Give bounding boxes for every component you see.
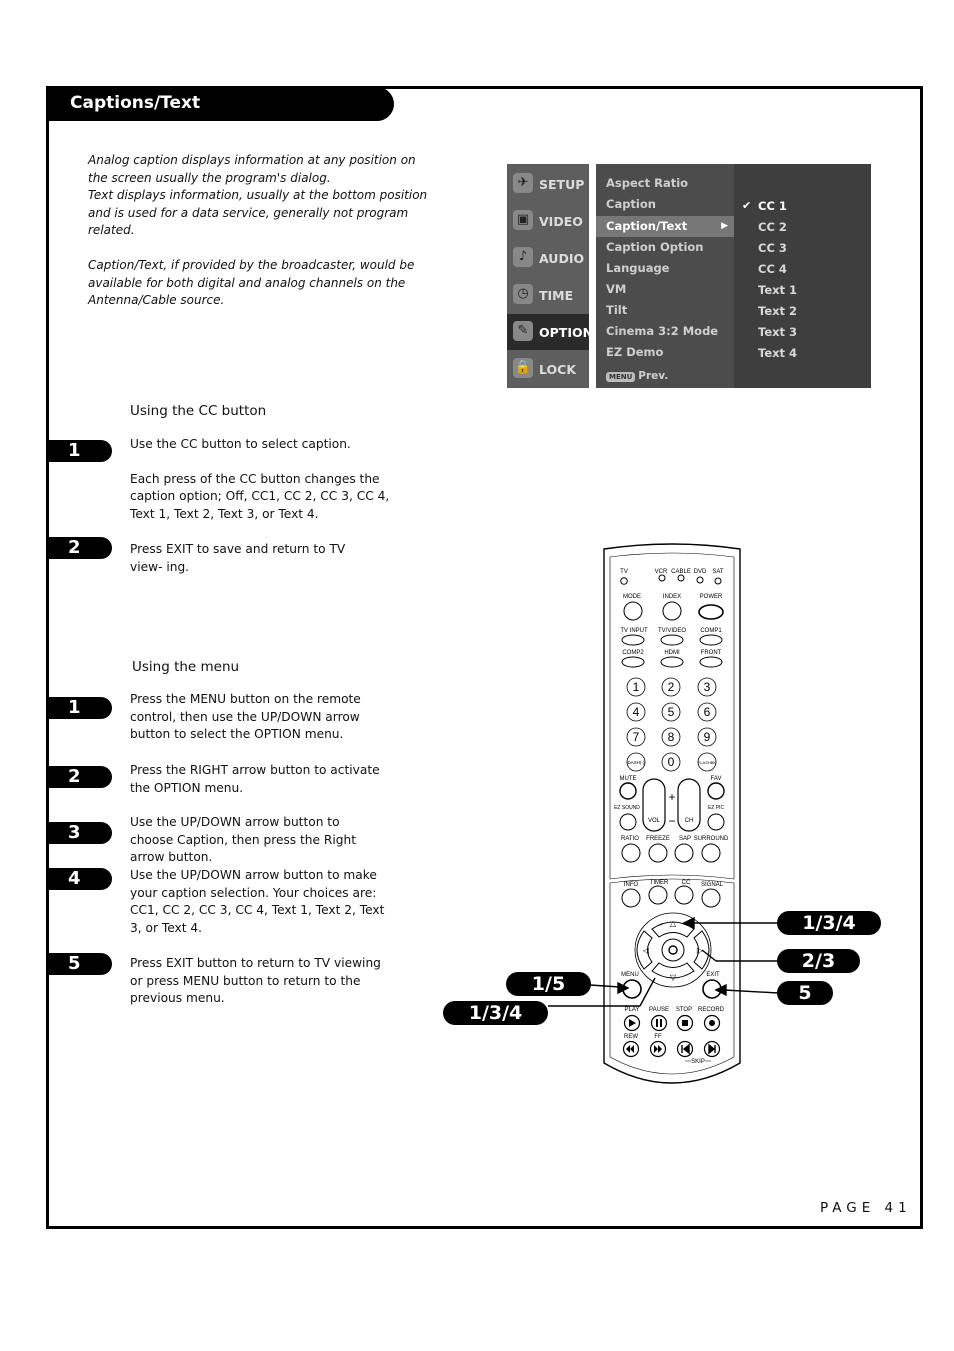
remote-label-front: FRONT bbox=[700, 650, 722, 656]
remote-label-skip: SKIP bbox=[691, 1059, 705, 1065]
menu-key-icon: MENU bbox=[606, 372, 635, 382]
menu-step-1-text: Press the MENU button on the remote control, then use the UP/DOWN arrow button to select the OPTION menu. bbox=[130, 692, 361, 742]
tv-icon: ▣ bbox=[513, 210, 533, 230]
osd-opt-cc3: CC 3 bbox=[758, 241, 787, 255]
osd-opt-cc2: CC 2 bbox=[758, 220, 787, 234]
menu-step-4-text: Use the UP/DOWN arrow button to make your caption selection. Your choices are: CC1, CC 2, CC 3, CC 4, Text 1, Text 2, Text 3, or Text 4. bbox=[130, 868, 385, 935]
speaker-icon: ♪ bbox=[513, 247, 533, 267]
remote-label-comp2: COMP2 bbox=[622, 650, 644, 656]
remote-label-tv: TV bbox=[620, 569, 628, 575]
osd-caption-option: Caption Option bbox=[606, 240, 704, 254]
page-number: PAGE 41 bbox=[820, 1200, 912, 1216]
remote-label-record: RECORD bbox=[697, 1007, 725, 1013]
remote-label-rew: REW bbox=[624, 1034, 638, 1040]
remote-label-info: INFO bbox=[623, 882, 639, 888]
remote-dash: DASH(-) bbox=[627, 760, 645, 765]
remote-label-tv-video: TV/VIDEO bbox=[657, 628, 687, 634]
arrow-right-icon: ▶ bbox=[721, 221, 728, 231]
menu-step-2-text: Press the RIGHT arrow button to activate the OPTION menu. bbox=[130, 763, 380, 795]
callout-1-3-4-right: 1/3/4 bbox=[777, 911, 881, 935]
wrench-icon: ✎ bbox=[513, 321, 533, 341]
osd-opt-text4: Text 4 bbox=[758, 346, 798, 360]
checkmark-icon: ✔ bbox=[742, 199, 752, 212]
osd-ez-demo: EZ Demo bbox=[606, 345, 664, 359]
remote-digit-2: 2 bbox=[667, 680, 675, 694]
remote-digit-6: 6 bbox=[703, 705, 711, 719]
osd-aspect-ratio: Aspect Ratio bbox=[606, 176, 689, 190]
cc-step-1-text: Use the CC button to select caption. Each press of the CC button changes the caption option; Off, CC1, CC 2, CC 3, CC 4, Text 1, Text 2, Text 3, or Text 4. bbox=[130, 437, 390, 521]
intro-para-1: Analog caption displays information at any position on the screen usually the program's dialog. bbox=[88, 153, 416, 185]
remote-label-mute: MUTE bbox=[619, 776, 637, 782]
remote-label-sap: SAP bbox=[678, 836, 692, 842]
remote-digit-3: 3 bbox=[703, 680, 711, 694]
remote-label-sat: SAT bbox=[712, 569, 724, 575]
menu-step-2-number: 2 bbox=[46, 766, 112, 788]
remote-label-cc: CC bbox=[681, 880, 691, 886]
remote-label-ezpic: EZ PIC bbox=[707, 805, 725, 811]
callout-5: 5 bbox=[777, 981, 833, 1005]
remote-digit-7: 7 bbox=[632, 730, 640, 744]
osd-opt-cc4: CC 4 bbox=[758, 262, 787, 276]
osd-caption: Caption bbox=[606, 197, 656, 211]
osd-prev: MENU Prev. bbox=[596, 366, 734, 387]
remote-label-comp1: COMP1 bbox=[700, 628, 722, 634]
cc-step-2-text: Press EXIT to save and return to TV view- ing. bbox=[130, 542, 346, 574]
remote-label-index: INDEX bbox=[662, 594, 682, 600]
osd-vm: VM bbox=[606, 282, 627, 296]
svg-text:▷: ▷ bbox=[696, 946, 704, 955]
remote-label-dvd: DVD bbox=[693, 569, 707, 575]
lock-icon: 🔒 bbox=[513, 358, 533, 378]
osd-opt-text1: Text 1 bbox=[758, 283, 798, 297]
osd-tilt: Tilt bbox=[606, 303, 628, 317]
svg-text:▽: ▽ bbox=[669, 973, 677, 982]
remote-label-exit: EXIT bbox=[706, 972, 720, 978]
clock-icon: ◷ bbox=[513, 284, 533, 304]
remote-label-pause: PAUSE bbox=[649, 1007, 669, 1013]
remote-label-ratio: RATIO bbox=[621, 836, 639, 842]
cc-step-1-number: 1 bbox=[46, 440, 112, 462]
svg-text:+: + bbox=[668, 790, 676, 804]
osd-lock: 🔒 LOCK bbox=[514, 360, 577, 377]
osd-opt-text3: Text 3 bbox=[758, 325, 798, 339]
remote-label-power: POWER bbox=[699, 594, 723, 600]
remote-label-timer: TIMER bbox=[649, 880, 669, 886]
cc-section-heading: Using the CC button bbox=[130, 403, 267, 419]
remote-digit-0: 0 bbox=[667, 755, 675, 769]
menu-step-1-number: 1 bbox=[46, 697, 112, 719]
osd-option: ✎ OPTION bbox=[507, 314, 589, 350]
remote-label-freeze: FREEZE bbox=[646, 836, 670, 842]
remote-label-play: PLAY bbox=[624, 1007, 640, 1013]
menu-section-heading: Using the menu bbox=[132, 659, 240, 675]
remote-label-cable: CABLE bbox=[671, 569, 691, 575]
satellite-icon: ✈ bbox=[513, 173, 533, 193]
section-title: Captions/Text bbox=[46, 87, 394, 121]
callout-1-3-4-left: 1/3/4 bbox=[443, 1001, 548, 1025]
remote-digit-9: 9 bbox=[703, 730, 711, 744]
remote-digit-1: 1 bbox=[632, 680, 640, 694]
remote-label-signal: SIGNAL bbox=[700, 882, 724, 888]
menu-step-3-text: Use the UP/DOWN arrow button to choose Caption, then press the Right arrow button. bbox=[130, 815, 356, 865]
remote-label-tv-input: TV INPUT bbox=[620, 628, 648, 634]
osd-language: Language bbox=[606, 261, 670, 275]
svg-text:−: − bbox=[668, 814, 676, 828]
remote-digit-5: 5 bbox=[667, 705, 675, 719]
remote-label-stop: STOP bbox=[675, 1007, 693, 1013]
remote-digit-8: 8 bbox=[667, 730, 675, 744]
remote-label-ff: FF bbox=[654, 1034, 662, 1040]
intro-para-3: Caption/Text, if provided by the broadcaster, would be available for both digital and analog channels on the Antenna/Cable source. bbox=[88, 257, 415, 308]
remote-flashbk: FLASHBK bbox=[697, 760, 717, 765]
remote-label-surround: SURROUND bbox=[693, 836, 729, 842]
svg-text:◁: ◁ bbox=[642, 946, 650, 955]
remote-label-menu: MENU bbox=[621, 972, 639, 978]
remote-label-ch: CH bbox=[684, 818, 694, 824]
osd-setup: ✈ SETUP bbox=[507, 166, 589, 202]
remote-label-vol: VOL bbox=[647, 818, 661, 824]
remote-label-hdmi: HDMI bbox=[664, 650, 680, 656]
osd-opt-cc1: CC 1 bbox=[758, 199, 787, 213]
osd-opt-text2: Text 2 bbox=[758, 304, 798, 318]
remote-label-vcr: VCR bbox=[654, 569, 668, 575]
menu-step-4-number: 4 bbox=[46, 868, 112, 890]
remote-label-mode: MODE bbox=[623, 594, 641, 600]
osd-time: ◷ TIME bbox=[507, 277, 589, 313]
remote-digit-4: 4 bbox=[632, 705, 640, 719]
callout-2-3: 2/3 bbox=[777, 949, 860, 973]
osd-cinema: Cinema 3:2 Mode bbox=[606, 324, 719, 338]
osd-audio: ♪ AUDIO bbox=[507, 240, 589, 276]
menu-step-5-number: 5 bbox=[46, 953, 112, 975]
menu-step-3-number: 3 bbox=[46, 822, 112, 844]
intro-para-2: Text displays information, usually at the bottom position and is used for a data service, generally not program related. bbox=[88, 188, 428, 238]
callout-1-5: 1/5 bbox=[506, 972, 591, 996]
osd-video: ▣ VIDEO bbox=[507, 203, 589, 239]
svg-text:△: △ bbox=[669, 919, 677, 928]
remote-label-fav: FAV bbox=[710, 776, 722, 782]
remote-label-ezsound: EZ SOUND bbox=[614, 805, 640, 811]
cc-step-2-number: 2 bbox=[46, 537, 112, 559]
osd-caption-text: Caption/Text ▶ bbox=[596, 216, 734, 237]
menu-step-5-text: Press EXIT button to return to TV viewing or press MENU button to return to the previous menu. bbox=[130, 956, 381, 1006]
